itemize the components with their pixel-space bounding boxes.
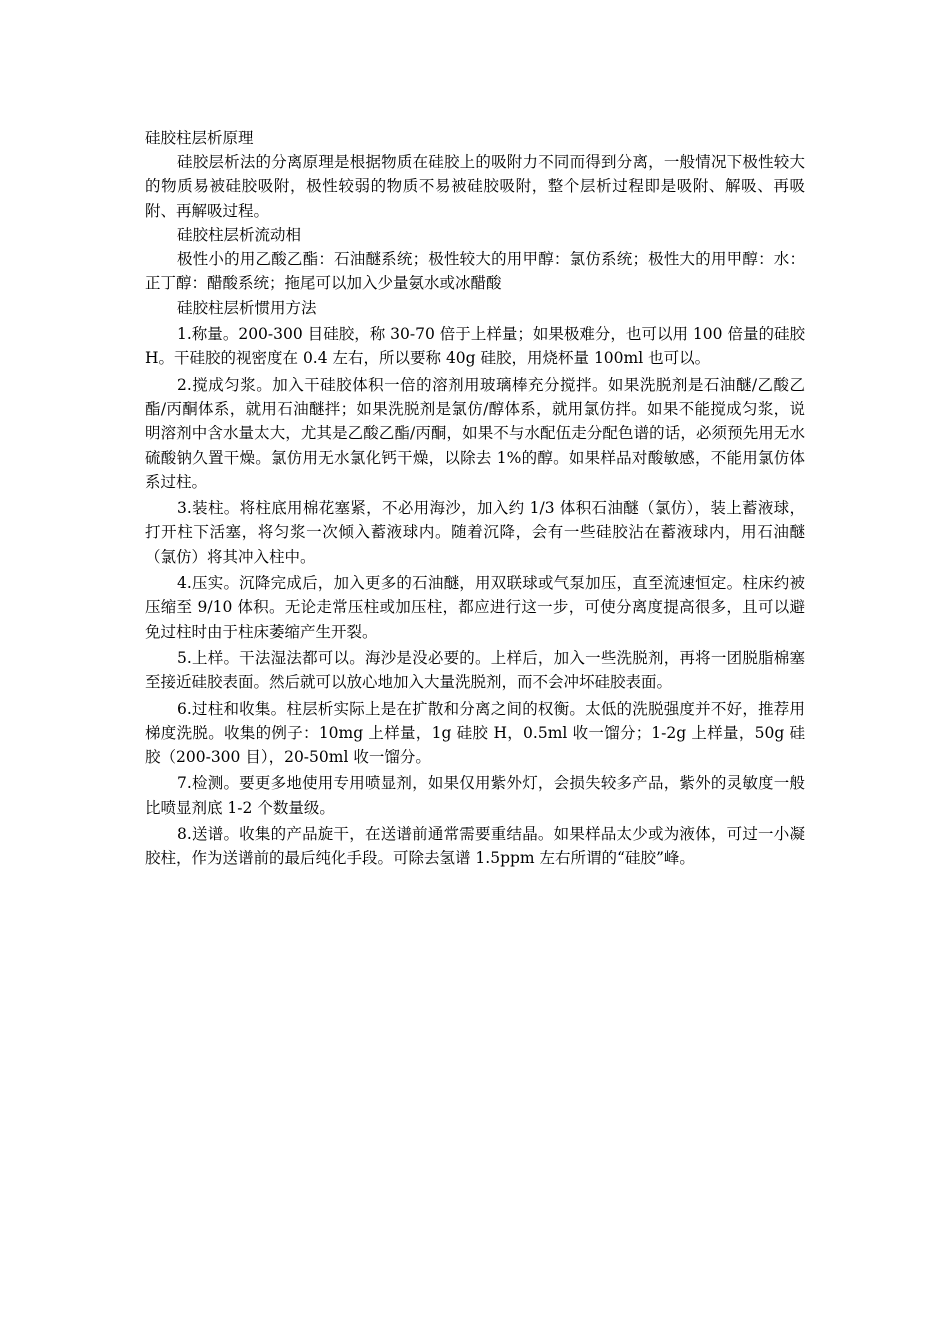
- step-weighing: 1.称量。200-300 目硅胶，称 30-70 倍于上样量；如果极难分，也可以用 100 倍量的硅胶 H。干硅胶的视密度在 0.4 左右，所以要称 40g 硅胶，用烧杯量 100ml 也可以。: [145, 325, 805, 368]
- mobile-phase-paragraph: 极性小的用乙酸乙酯：石油醚系统；极性较大的用甲醇：氯仿系统；极性大的用甲醇：水：正丁醇：醋酸系统；拖尾可以加入少量氨水或冰醋酸: [145, 250, 805, 293]
- step-loading: 5.上样。干法湿法都可以。海沙是没必要的。上样后，加入一些洗脱剂，再将一团脱脂棉塞至接近硅胶表面。然后就可以放心地加入大量洗脱剂，而不会冲坏硅胶表面。: [145, 648, 805, 692]
- step-spectra: 8.送谱。收集的产品旋干，在送谱前通常需要重结晶。如果样品太少或为液体，可过一小凝胶柱，作为送谱前的最后纯化手段。可除去氢谱 1.5ppm 左右所谓的“硅胶”峰。: [145, 825, 805, 868]
- step-slurry: 2.搅成匀浆。加入干硅胶体积一倍的溶剂用玻璃棒充分搅拌。如果洗脱剂是石油醚/乙酸乙酯/丙酮体系，就用石油醚拌；如果洗脱剂是氯仿/醇体系，就用氯仿拌。如果不能搅成匀浆，说明溶剂中含水量太大，尤其是乙酸乙酯/丙酮，如果不与水配伍走分配色谱的话，必须预先用无水硫酸钠久置干燥。氯仿用无水氯化钙干燥，以除去 1%的醇。如果样品对酸敏感，不能用氯仿体系过柱。: [145, 375, 805, 491]
- document-page: [145, 126, 805, 871]
- step-elution: 6.过柱和收集。柱层析实际上是在扩散和分离之间的权衡。太低的洗脱强度并不好，推荐用梯度洗脱。收集的例子：10mg 上样量，1g 硅胶 H，0.5ml 收一馏分；1-2g 上样量，50g 硅胶（200-300 目），20-50ml 收一馏分。: [145, 699, 805, 767]
- methods-heading: 硅胶柱层析惯用方法: [177, 298, 317, 317]
- mobile-phase-heading: 硅胶柱层析流动相: [177, 225, 302, 244]
- principle-paragraph: 硅胶层析法的分离原理是根据物质在硅胶上的吸附力不同而得到分离，一般情况下极性较大的物质易被硅胶吸附，极性较弱的物质不易被硅胶吸附，整个层析过程即是吸附、解吸、再吸附、再解吸过程。: [145, 153, 805, 220]
- step-compacting: 4.压实。沉降完成后，加入更多的石油醚，用双联球或气泵加压，直至流速恒定。柱床约被压缩至 9/10 体积。无论走常压柱或加压柱，都应进行这一步，可使分离度提高很多，且可以避免过柱时由于柱床萎缩产生开裂。: [145, 574, 805, 641]
- step-detection: 7.检测。要更多地使用专用喷显剂，如果仅用紫外灯，会损失较多产品，紫外的灵敏度一般比喷显剂底 1-2 个数量级。: [145, 774, 805, 817]
- step-packing: 3.装柱。将柱底用棉花塞紧，不必用海沙，加入约 1/3 体积石油醚（氯仿），装上蓄液球，打开柱下活塞，将匀浆一次倾入蓄液球内。随着沉降，会有一些硅胶沾在蓄液球内，用石油醚（氯仿）将其冲入柱中。: [145, 499, 805, 566]
- document-title: 硅胶柱层析原理: [145, 129, 254, 147]
